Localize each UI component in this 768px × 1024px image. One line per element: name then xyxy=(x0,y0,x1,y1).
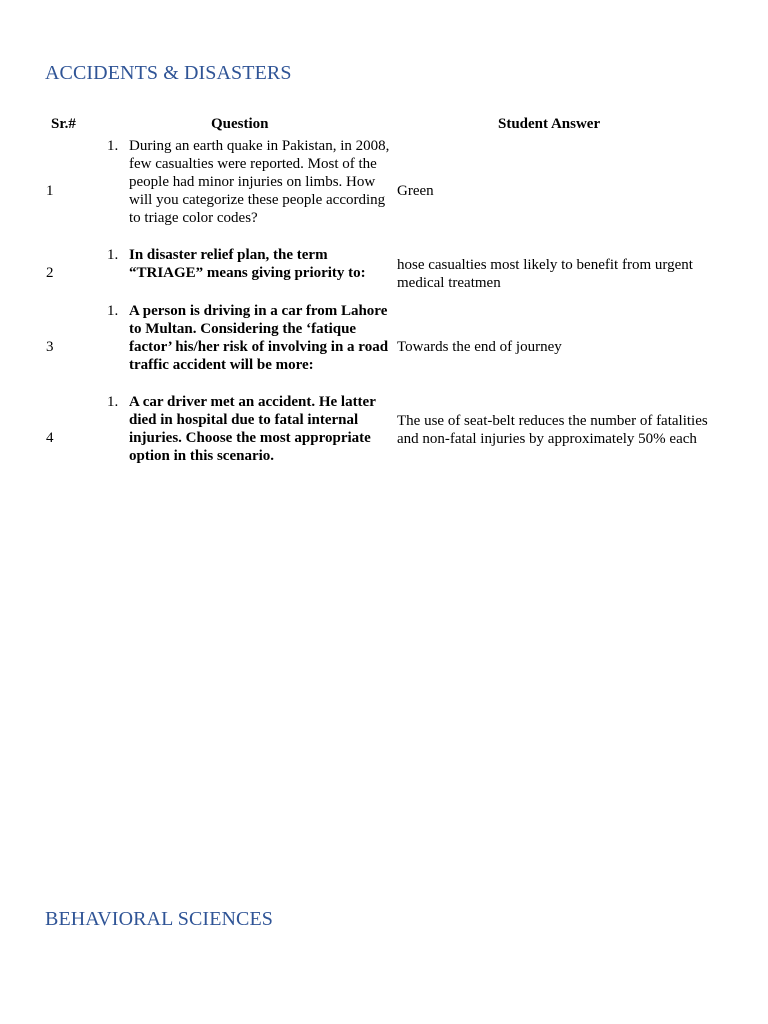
row-sr: 3 xyxy=(46,339,54,355)
section-title-behavioral: BEHAVIORAL SCIENCES xyxy=(45,908,274,930)
header-question: Question xyxy=(211,116,269,132)
question-number: 1. xyxy=(107,247,119,263)
row-sr: 2 xyxy=(46,265,54,281)
question-number: 1. xyxy=(107,138,119,154)
student-answer: Green xyxy=(397,183,434,199)
question-text: A person is driving in a car from Lahore to Multan. Considering the ‘fatique factor’ his/her risk of involving in a road traffic accident will be more: xyxy=(129,303,389,373)
question-text: During an earth quake in Pakistan, in 2008, few casualties were reported. Most of the people had minor injuries on limbs. How will you categorize these people according to triage color codes? xyxy=(129,138,390,226)
question-text: In disaster relief plan, the term “TRIAGE” means giving priority to: xyxy=(129,247,366,281)
student-answer: hose casualties most likely to benefit from urgent medical treatmen xyxy=(397,257,693,291)
section-title-accidents: ACCIDENTS & DISASTERS xyxy=(45,62,292,84)
student-answer: The use of seat-belt reduces the number of fatalities and non-fatal injuries by approximately 50% each xyxy=(397,413,708,447)
student-answer: Towards the end of journey xyxy=(397,339,562,355)
question-number: 1. xyxy=(107,303,119,319)
question-number: 1. xyxy=(107,394,119,410)
header-answer: Student Answer xyxy=(498,116,601,132)
row-sr: 4 xyxy=(46,430,54,446)
row-sr: 1 xyxy=(46,183,54,199)
header-sr: Sr.# xyxy=(51,116,76,132)
question-text: A car driver met an accident. He latter died in hospital due to fatal internal injuries. Choose the most appropriate option in this scenario. xyxy=(129,394,376,464)
